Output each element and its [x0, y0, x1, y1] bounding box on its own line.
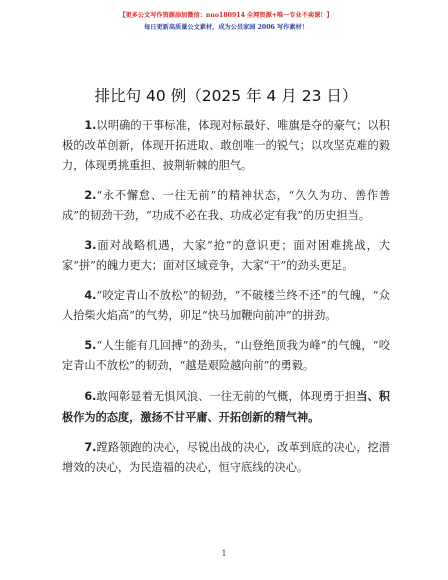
item-text: “人生能有几回搏”的劲头，“山登绝顶我为峰”的气魄，“咬定青山不放松”的韧劲，“越是艰险越向前”的勇毅。 [62, 339, 390, 372]
promo-banner [62, 0, 390, 34]
item-number: 4. [84, 289, 97, 302]
item-text: 面对战略机遇，大家“抢”的意识更；面对困难挑战，大家“拼”的魄力更大；面对区域竞争，大家“干”的劲头更足。 [62, 239, 390, 272]
list-item-2 [62, 186, 390, 226]
item-text: “永不懈怠、一往无前”的精神状态，“久久为功、善作善成”的韧劲干劲，“功成不必在我、功成必定有我”的历史担当。 [62, 189, 390, 222]
list-item-3 [62, 236, 390, 276]
item-number: 3. [84, 239, 97, 252]
item-text: 以明确的干事标准，体现对标最好、唯旗是夺的豪气；以积极的改革创新，体现开拓进取、敢创唯一的锐气；以攻坚克难的毅力，体现勇挑重担、披荆斩棘的胆气。 [62, 119, 390, 172]
document-title: 排比句 40 例（2025 年 4 月 23 日） [94, 87, 358, 105]
item-number: 7. [84, 441, 97, 454]
list-item-4 [62, 286, 390, 326]
item-text: 敢闯彰显着无惧风浪、一往无前的气概，体现勇于担 [96, 390, 357, 403]
promo-line-2: 每日更新高质量公文素材，成为公员家园 2006 写作素材！ [144, 24, 308, 31]
page-number: 1 [221, 549, 227, 558]
item-text-bold: 当、积极作为的态度，激扬不甘平庸、开拓创新的精气神。 [62, 389, 390, 424]
promo-line-1: 【更多公文写作资源添加微信：nuo180914 全网资源+唯一专业不卖课！】 [119, 12, 333, 19]
list-item-7 [62, 438, 390, 478]
list-item-1 [62, 116, 390, 176]
item-number: 1. [84, 119, 97, 132]
item-number: 2. [84, 189, 97, 202]
item-number: 6. [84, 390, 97, 403]
list-item-5 [62, 336, 390, 376]
item-text: “咬定青山不放松”的韧劲，“不破楼兰终不还”的气魄，“众人拾柴火焰高”的气势，卯足“快马加鞭向前冲”的拼劲。 [62, 289, 390, 322]
list-item-6 [62, 386, 390, 428]
item-text: 蹚路领跑的决心，尽锐出战的决心，改革到底的决心，挖潜增效的决心，为民造福的决心，恒守底线的决心。 [62, 441, 390, 474]
item-number: 5. [84, 339, 97, 352]
